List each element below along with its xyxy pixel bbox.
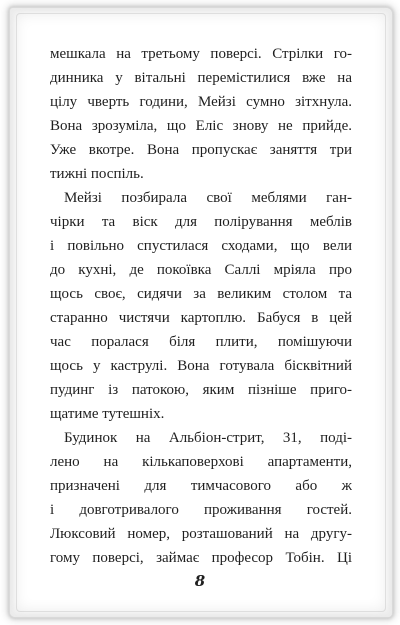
text-line: цілу чверть години, Мейзі сумно зітхнула. <box>50 94 352 110</box>
text-line: старанно чистячи картоплю. Бабуся в цей <box>50 310 352 326</box>
text-line: Вона зрозуміла, що Еліс знову не прийде. <box>50 118 352 134</box>
body-text <box>50 42 352 570</box>
text-line: чірки та віск для полірування меблів <box>50 214 352 230</box>
text-line: час поралася біля плити, помішуючи <box>50 334 352 350</box>
text-line: Уже вкотре. Вона пропускає заняття три <box>50 142 352 158</box>
text-line: щатиме тутешніх. <box>50 406 165 422</box>
text-line: щось своє, сидячи за великим столом та <box>50 286 352 302</box>
text-line: гому поверсі, займає професор Тобін. Ці <box>50 550 352 566</box>
text-line: тижні поспіль. <box>50 166 144 182</box>
text-line: призначені для тимчасового або ж <box>50 478 352 494</box>
page-number: 8 <box>194 572 206 590</box>
text-line: пудинг із патокою, яким пізніше приго- <box>50 382 352 398</box>
text-line: Будинок на Альбіон-стрит, 31, поді- <box>64 430 352 446</box>
text-line: динника у вітальні перемістилися вже на <box>50 70 352 86</box>
text-line: Люксовий номер, розташований на другу- <box>50 526 352 542</box>
text-line: щось у каструлі. Вона готувала бісквітний <box>50 358 352 374</box>
text-line: мешкала на третьому поверсі. Стрілки го- <box>50 46 352 62</box>
text-line: і повільно спустилася сходами, що вели <box>50 238 352 254</box>
text-line: Мейзі позбирала свої меблями ган- <box>64 190 352 206</box>
text-line: до кухні, де покоївка Саллі мріяла про <box>50 262 352 278</box>
text-line: і довготривалого проживання гостей. <box>50 502 352 518</box>
text-line: лено на кількаповерхові апартаменти, <box>50 454 352 470</box>
